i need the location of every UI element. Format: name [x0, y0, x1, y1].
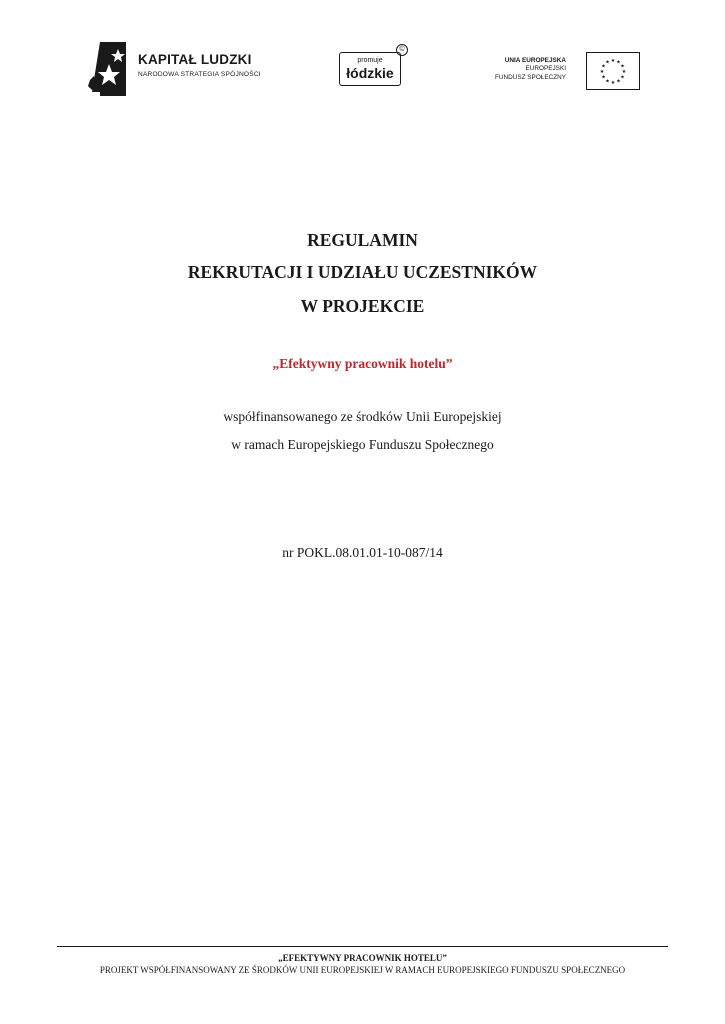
kapital-ludzki-star-logo-icon [86, 40, 134, 100]
eu-star-icon: ★ [620, 64, 625, 70]
footer-divider [57, 946, 668, 947]
title-line-3: W PROJEKCIE [300, 296, 425, 316]
title-line-1: REGULAMIN [307, 230, 418, 250]
eu-line-2: EUROPEJSKI [525, 65, 566, 73]
lodzkie-big-text: łódzkie [346, 65, 394, 81]
eu-logo [496, 52, 642, 92]
project-number: nr POKL.08.01.01-10-087/14 [282, 545, 443, 560]
eu-star-icon: ★ [620, 75, 625, 81]
eu-star-icon: ★ [599, 70, 605, 75]
eu-line-1: UNIA EUROPEJSKA [504, 57, 566, 64]
eu-star-icon: ★ [605, 79, 610, 85]
lodzkie-badge: © [396, 44, 408, 56]
eu-star-icon: ★ [621, 70, 627, 75]
project-name: „Efektywny pracownik hotelu” [272, 356, 453, 371]
eu-star-icon: ★ [616, 60, 621, 66]
eu-flag-icon [586, 52, 640, 90]
eu-star-icon: ★ [601, 75, 606, 81]
lodzkie-small-text: promuje [357, 57, 383, 64]
footer-project-title: „EFEKTYWNY PRACOWNIK HOTELU” [278, 953, 447, 963]
eu-star-icon: ★ [601, 64, 606, 70]
kapital-ludzki-subtitle: NARODOWA STRATEGIA SPÓJNOŚCI [138, 71, 261, 78]
promuje-lodzkie-logo [336, 44, 412, 92]
eu-star-icon: ★ [616, 79, 621, 85]
title-line-2: REKRUTACJI I UDZIAŁU UCZESTNIKÓW [187, 262, 538, 282]
cofinanced-line-2: w ramach Europejskiego Funduszu Społecznego [231, 437, 494, 452]
eu-line-3: FUNDUSZ SPOŁECZNY [494, 73, 566, 81]
eu-star-icon: ★ [610, 81, 616, 86]
cofinanced-line-1: współfinansowanego ze środków Unii Europejskiej [223, 409, 502, 424]
footer-cofinanced-note: PROJEKT WSPÓŁFINANSOWANY ZE ŚRODKÓW UNII EUROPEJSKIEJ W RAMACH EUROPEJSKIEGO FUNDUSZU SPOŁECZNEGO [99, 965, 626, 975]
eu-star-icon: ★ [605, 60, 610, 66]
kapital-ludzki-logo [86, 40, 276, 100]
eu-star-icon: ★ [610, 59, 616, 64]
eu-text-block [495, 57, 566, 82]
lodzkie-frame [339, 52, 401, 86]
kapital-ludzki-title: KAPITAŁ LUDZKI [138, 52, 252, 67]
